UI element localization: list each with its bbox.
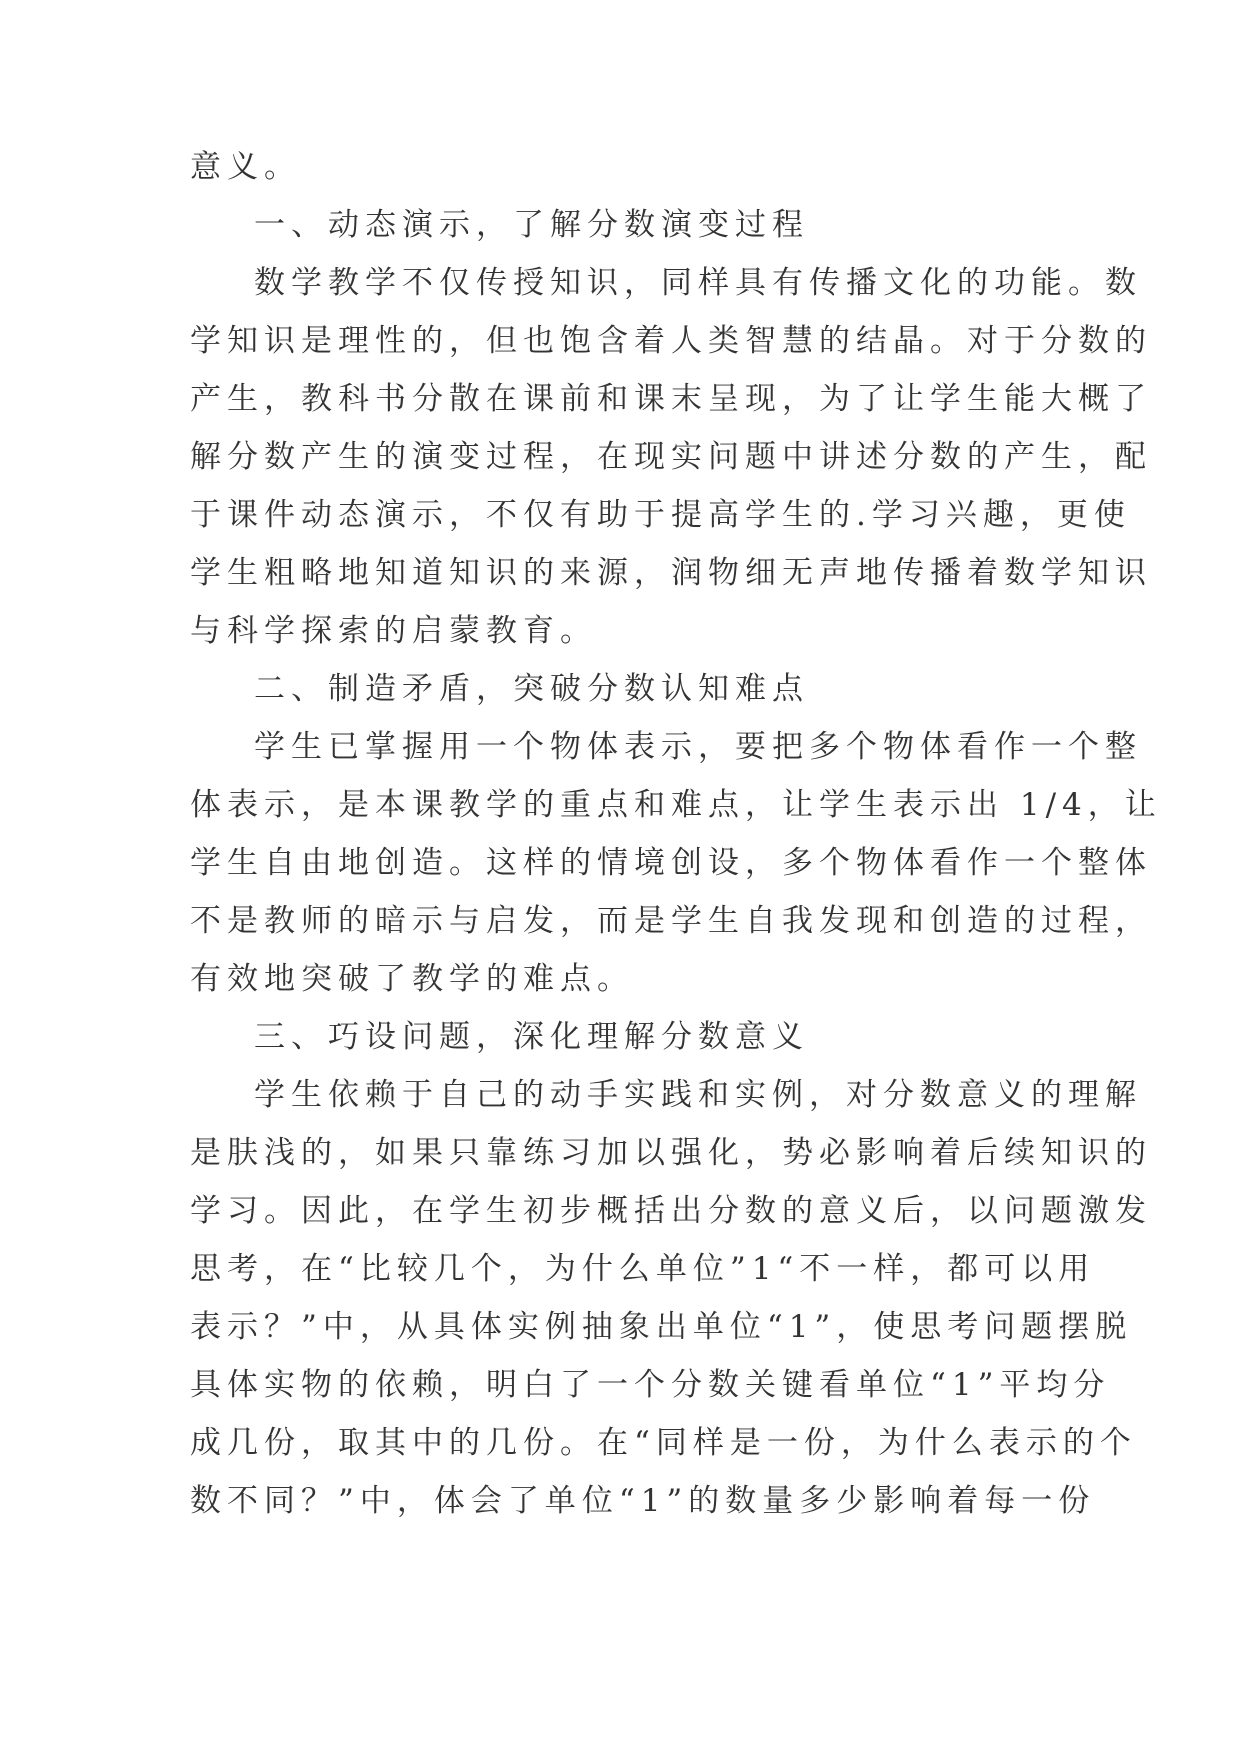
text-line: 解分数产生的演变过程，在现实问题中讲述分数的产生，配 [190, 439, 1152, 475]
text-line: 体表示，是本课教学的重点和难点，让学生表示出 1/4，让 [190, 787, 1162, 823]
text-line: 产生，教科书分散在课前和课末呈现，为了让学生能大概了 [190, 381, 1152, 417]
text-line: 与科学探索的启蒙教育。 [190, 613, 597, 649]
text-line: 有效地突破了教学的难点。 [190, 961, 634, 997]
section-heading-1: 一、动态演示，了解分数演变过程 [254, 207, 809, 243]
text-line: 是肤浅的，如果只靠练习加以强化，势必影响着后续知识的 [190, 1135, 1152, 1171]
text-line: 数学教学不仅传授知识，同样具有传播文化的功能。数 [254, 265, 1142, 301]
text-line: 具体实物的依赖，明白了一个分数关键看单位“1”平均分 [190, 1367, 1111, 1403]
text-line: 数不同？”中，体会了单位“1”的数量多少影响着每一份 [190, 1483, 1096, 1519]
text-line: 思考，在“比较几个，为什么单位”1“不一样，都可以用 [190, 1251, 1096, 1287]
text-line: 学生已掌握用一个物体表示，要把多个物体看作一个整 [254, 729, 1142, 765]
text-line: 成几份，取其中的几份。在“同样是一份，为什么表示的个 [190, 1425, 1137, 1461]
text-line: 表示？”中，从具体实例抽象出单位“1”，使思考问题摆脱 [190, 1309, 1133, 1345]
text-line: 学生粗略地知道知识的来源，润物细无声地传播着数学知识 [190, 555, 1152, 591]
section-heading-3: 三、巧设问题，深化理解分数意义 [254, 1019, 809, 1055]
text-line: 于课件动态演示，不仅有助于提高学生的.学习兴趣，更使 [190, 497, 1131, 533]
text-line: 学生依赖于自己的动手实践和实例，对分数意义的理解 [254, 1077, 1142, 1113]
text-line: 意义。 [190, 149, 301, 185]
section-heading-2: 二、制造矛盾，突破分数认知难点 [254, 671, 809, 707]
text-line: 学习。因此，在学生初步概括出分数的意义后，以问题激发 [190, 1193, 1152, 1229]
text-line: 不是教师的暗示与启发，而是学生自我发现和创造的过程， [190, 903, 1152, 939]
text-line: 学生自由地创造。这样的情境创设，多个物体看作一个整体 [190, 845, 1152, 881]
text-line: 学知识是理性的，但也饱含着人类智慧的结晶。对于分数的 [190, 323, 1152, 359]
